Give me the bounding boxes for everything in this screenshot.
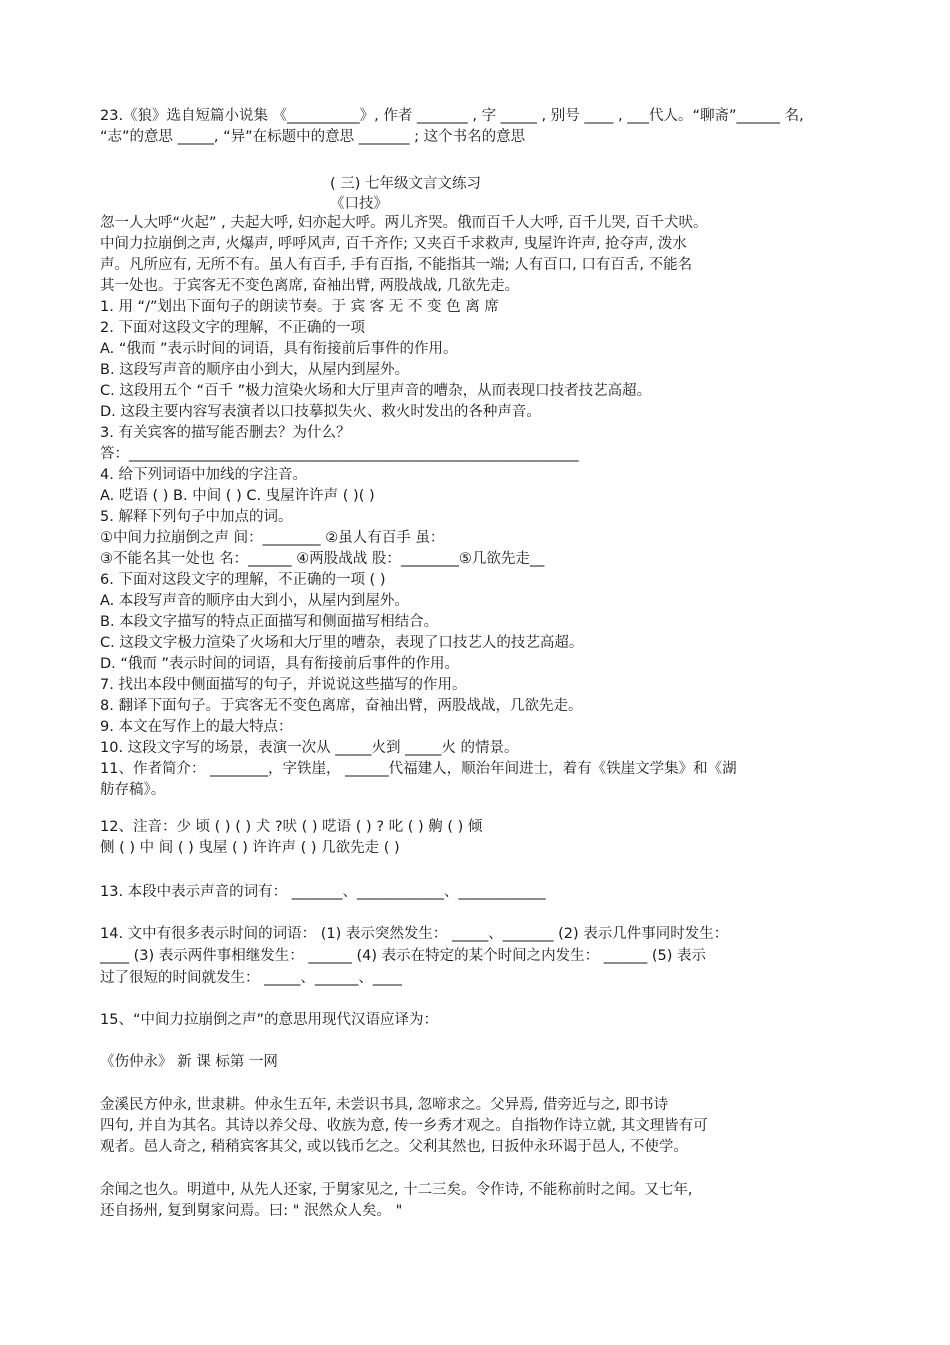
question-line: 舫存稿》。 — [100, 782, 166, 798]
question-line: C. 这段文字极力渲染了火场和大厅里的嘈杂，表现了口技艺人的技艺高超。 — [100, 635, 584, 651]
question-line: ①中间力拉崩倒之声 间：________ ②虽人有百手 虽： — [100, 530, 445, 546]
q15-line: 15、“中间力拉崩倒之声”的意思用现代汉语应译为： — [100, 1012, 438, 1028]
q23-line-1: 23.《狼》选自短篇小说集 《__________》, 作者 _______ , 字 _____ , 别号 ____ , ___代人。“聊斋”______ 名, — [100, 108, 804, 124]
question-line: B. 本段文字描写的特点正面描写和侧面描写相结合。 — [100, 614, 439, 630]
question-line: D. “俄而 ”表示时间的词语，具有衔接前后事件的作用。 — [100, 656, 460, 672]
question-line: D. 这段主要内容写表演者以口技摹拟失火、救火时发出的各种声音。 — [100, 404, 541, 420]
passage-line: 忽一人大呼“火起” , 夫起大呼, 妇亦起大呼。两儿齐哭。俄而百千人大呼, 百千儿哭, 百千犬吠。 — [100, 215, 708, 231]
question-line: B. 这段写声音的顺序由小到大，从屋内到屋外。 — [100, 362, 410, 378]
shangzhongyong-line: 观者。邑人奇之, 稍稍宾客其父, 或以钱币乞之。父利其然也, 日扳仲永环谒于邑人, 不使学。 — [100, 1139, 688, 1155]
shangzhongyong-line: 还自扬州, 复到舅家问焉。曰: " 泯然众人矣。 " — [100, 1203, 403, 1219]
q13-line: 13. 本段中表示声音的词有： _______、____________、____________ — [100, 884, 546, 900]
question-line: 7. 找出本段中侧面描写的句子，并说说这些描写的作用。 — [100, 677, 467, 693]
passage-title: 《口技》 — [330, 196, 388, 212]
shangzhongyong-line: 金溪民方仲永, 世隶耕。仲永生五年, 未尝识书具, 忽啼求之。父异焉, 借旁近与之, 即书诗 — [100, 1097, 669, 1113]
question-line: ③不能名其一处也 名：______ ④两股战战 股：________⑤几欲先走__ — [100, 551, 545, 567]
question-line: 4. 给下列词语中加线的字注音。 — [100, 467, 307, 483]
shangzhongyong-heading: 《伤仲永》 新 课 标第 一网 — [100, 1054, 278, 1070]
q12-line-1: 12、注音：少 顷 ( ) ( ) 犬 ?吠 ( ) 呓语 ( ) ? 叱 ( ) 齁 ( ) 倾 — [100, 819, 483, 835]
question-line: 1. 用 “/”划出下面句子的朗读节奏。于 宾 客 无 不 变 色 离 席 — [100, 299, 499, 315]
shangzhongyong-line: 四句, 并自为其名。其诗以养父母、收族为意, 传一乡秀才观之。自指物作诗立就, 其文理皆有可 — [100, 1118, 708, 1134]
answer-line: 答：______________________________________________________________ — [100, 446, 579, 462]
passage-line: 声。凡所应有, 无所不有。虽人有百手, 手有百指, 不能指其一端; 人有百口, 口有百舌, 不能名 — [100, 257, 693, 273]
question-line: 2. 下面对这段文字的理解，不正确的一项 — [100, 320, 365, 336]
question-line: 8. 翻译下面句子。于宾客无不变色离席，奋袖出臂，两股战战，几欲先走。 — [100, 698, 583, 714]
q14-line-1: 14. 文中有很多表示时间的词语： (1) 表示突然发生： _____、_______ (2) 表示几件事同时发生： — [100, 926, 729, 942]
passage-line: 其一处也。于宾客无不变色离席, 奋袖出臂, 两股战战, 几欲先走。 — [100, 278, 520, 294]
section-heading: ( 三) 七年级文言文练习 — [330, 176, 482, 192]
question-line: C. 这段用五个 “百千 ”极力渲染火场和大厅里声音的嘈杂，从而表现口技者技艺高超。 — [100, 383, 652, 399]
question-line: 11、作者简介： ________，字铁崖， ______代福建人，顺治年间进士，着有《铁崖文学集》和《湖 — [100, 761, 737, 777]
passage-line: 中间力拉崩倒之声, 火爆声, 呼呼风声, 百千齐作; 又夹百千求救声, 曳屋许许声, 抢夺声, 泼水 — [100, 236, 687, 252]
shangzhongyong-line: 余闻之也久。明道中, 从先人还家, 于舅家见之, 十二三矣。令作诗, 不能称前时之闻。又七年, — [100, 1182, 693, 1198]
question-line: A. 呓语 ( ) B. 中间 ( ) C. 曳屋许许声 ( )( ) — [100, 488, 375, 504]
q12-line-2: 侧 ( ) 中 间 ( ) 曳屋 ( ) 许许声 ( ) 几欲先走 ( ) — [100, 840, 400, 856]
question-line: 6. 下面对这段文字的理解，不正确的一项 ( ) — [100, 572, 386, 588]
question-line: 10. 这段文字写的场景，表演一次从 _____火到 _____火 的情景。 — [100, 740, 519, 756]
question-line: 3. 有关宾客的描写能否删去？为什么？ — [100, 425, 351, 441]
question-line: 5. 解释下列句子中加点的词。 — [100, 509, 293, 525]
question-line: 9. 本文在写作上的最大特点： — [100, 719, 293, 735]
q23-line-2: “志”的意思 _____, “异”在标题中的意思 _______ ; 这个书名的意思 — [100, 129, 526, 145]
q14-line-2: ____ (3) 表示两件事相继发生： ______ (4) 表示在特定的某个时间之内发生： ______ (5) 表示 — [100, 948, 706, 964]
question-line: A. “俄而 ”表示时间的词语，具有衔接前后事件的作用。 — [100, 341, 458, 357]
q14-line-3: 过了很短的时间就发生： _____、______、____ — [100, 970, 402, 986]
question-line: A. 本段写声音的顺序由大到小，从屋内到屋外。 — [100, 593, 409, 609]
